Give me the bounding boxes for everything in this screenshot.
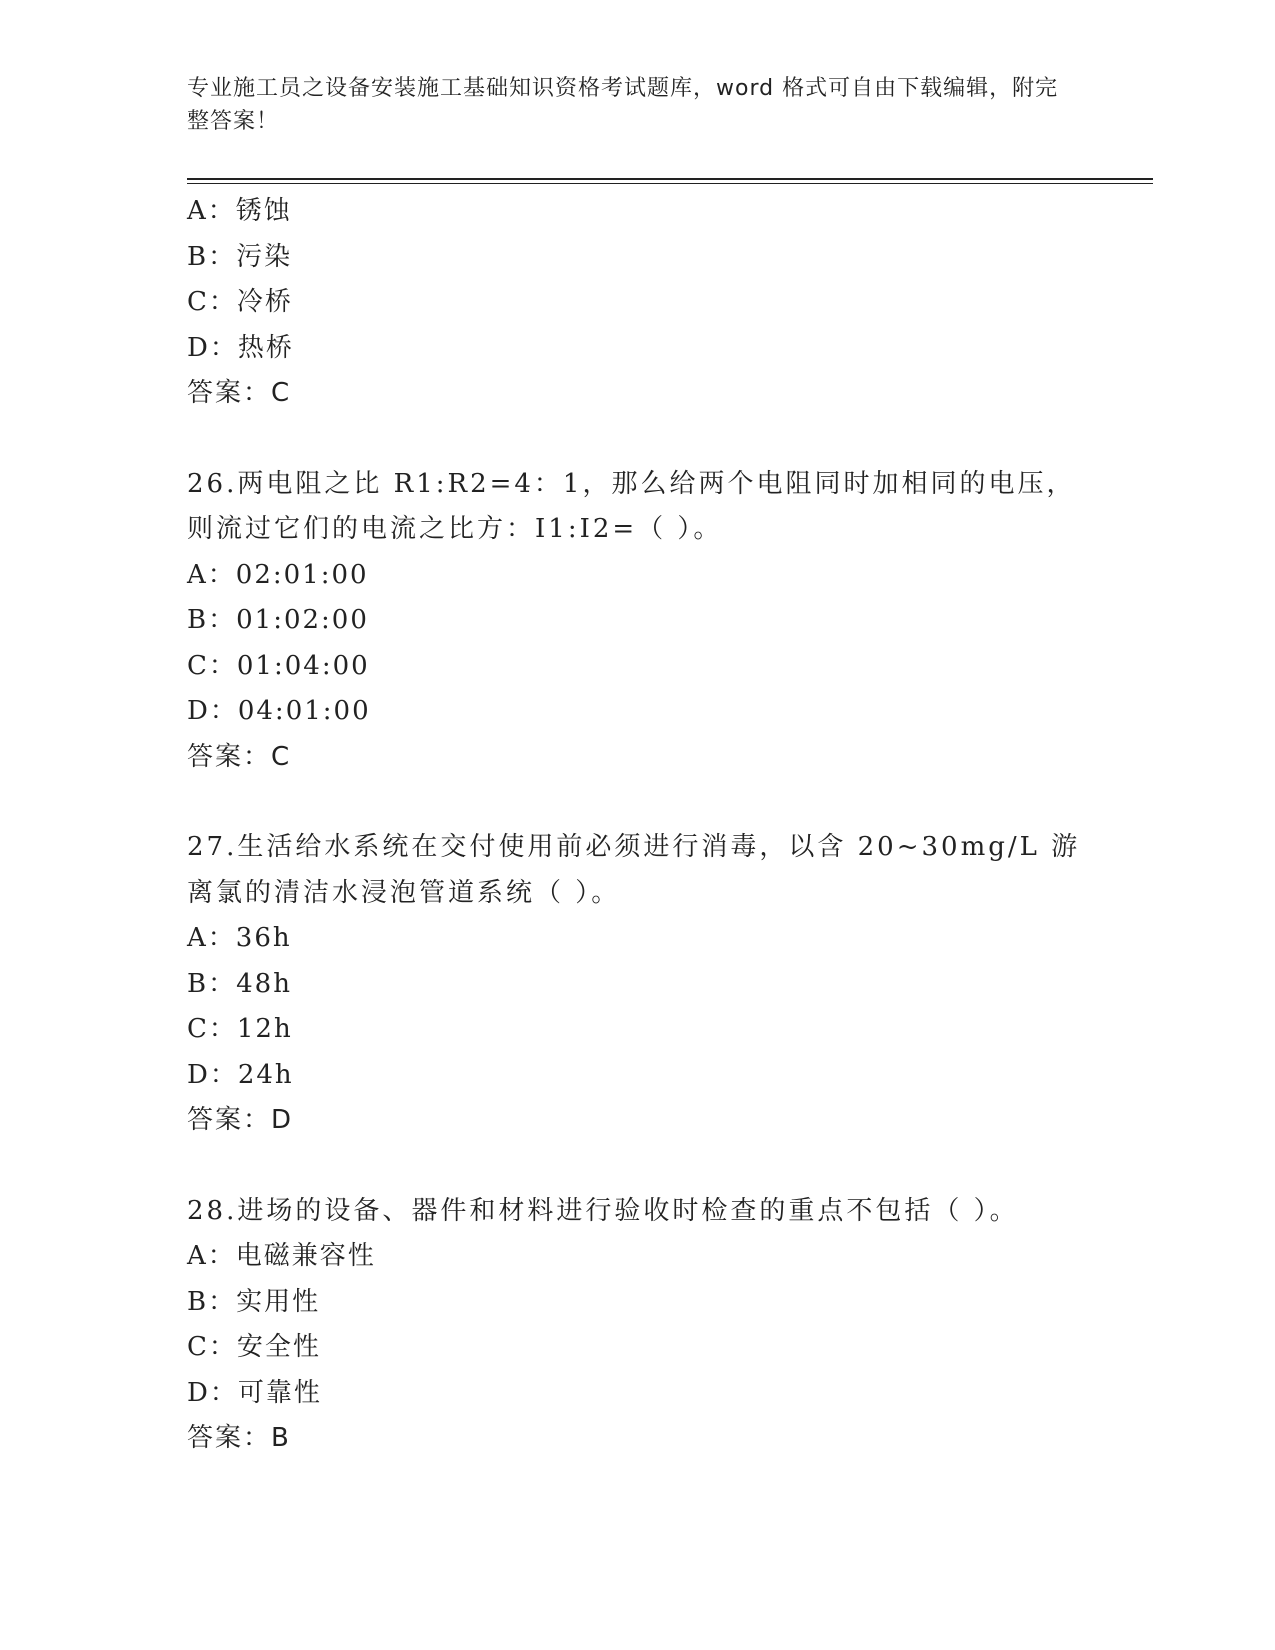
option-b: B：实用性	[187, 1286, 321, 1317]
option-c: C：01:04:00	[187, 650, 370, 681]
option-d: D：可靠性	[187, 1377, 322, 1408]
option-a: A：36h	[187, 923, 292, 953]
option-a: A：锈蚀	[187, 196, 292, 226]
option-a: A：02:01:00	[187, 559, 369, 590]
header-divider	[187, 178, 1153, 184]
option-c: C：安全性	[187, 1332, 321, 1362]
spacer	[187, 780, 1087, 825]
option-b: B：48h	[187, 968, 292, 999]
document-body	[187, 189, 1087, 1462]
question-text: 28.进场的设备、器件和材料进行验收时检查的重点不包括（ ）。	[187, 1195, 1019, 1226]
question-27-block	[187, 825, 1087, 1144]
option-b: B：污染	[187, 241, 293, 272]
option-c: C：冷桥	[187, 287, 293, 317]
answer-line: 答案：D	[187, 1105, 294, 1135]
option-d: D：24h	[187, 1059, 294, 1090]
question-text: 27.生活给水系统在交付使用前必须进行消毒，以含 20~30mg/L 游离氯的清洁水浸泡管道系统（ ）。	[187, 832, 1081, 908]
question-26-block	[187, 462, 1087, 781]
option-a: A：电磁兼容性	[187, 1241, 376, 1271]
spacer	[187, 1144, 1087, 1189]
question-text: 26.两电阻之比 R1:R2=4：1，那么给两个电阻同时加相同的电压，则流过它们的电流之比方：I1:I2=（ ）。	[187, 468, 1076, 544]
previous-question-block	[187, 189, 1087, 417]
answer-line: 答案：C	[187, 378, 292, 408]
spacer	[187, 417, 1087, 462]
option-d: D：热桥	[187, 332, 294, 363]
option-d: D：04:01:00	[187, 696, 371, 726]
answer-line: 答案：B	[187, 1423, 291, 1453]
answer-line: 答案：C	[187, 741, 292, 772]
option-b: B：01:02:00	[187, 605, 369, 635]
option-c: C：12h	[187, 1014, 293, 1044]
document-header: 专业施工员之设备安装施工基础知识资格考试题库，word 格式可自由下载编辑，附完整答案！	[187, 76, 1059, 134]
question-28-block	[187, 1189, 1087, 1462]
